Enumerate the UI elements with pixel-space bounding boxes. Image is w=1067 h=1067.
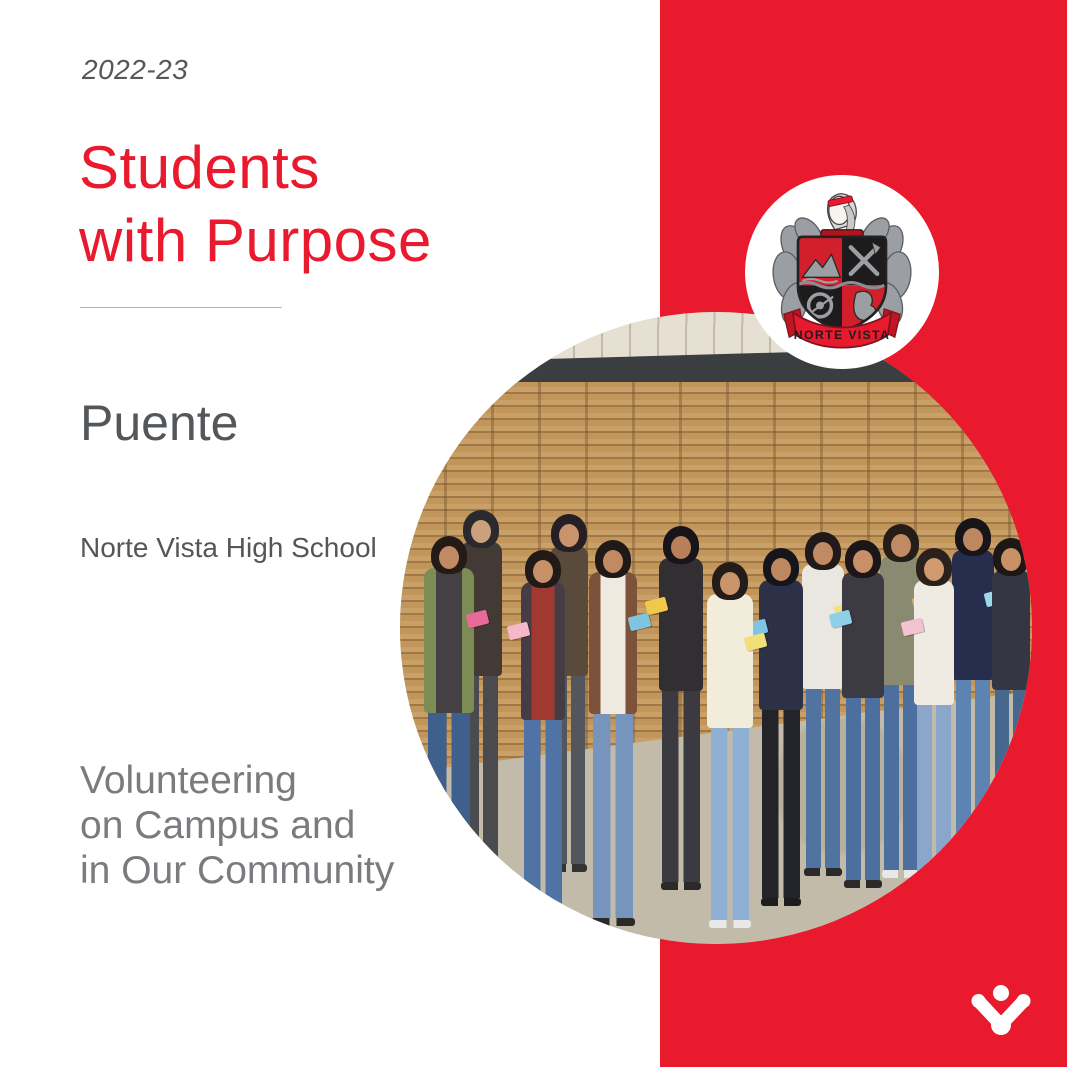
student-figure bbox=[698, 564, 762, 928]
student-group-photo bbox=[400, 312, 1032, 944]
norte-vista-crest-icon bbox=[754, 184, 930, 360]
program-name: Puente bbox=[80, 395, 239, 451]
crest-head bbox=[828, 194, 857, 232]
subtitle-text bbox=[80, 758, 394, 893]
title-line-2: with Purpose bbox=[79, 207, 432, 274]
school-name: Norte Vista High School bbox=[80, 532, 377, 563]
brand-mark-icon bbox=[971, 984, 1031, 1038]
subtitle-line-2: on Campus and bbox=[80, 804, 356, 847]
student-figure bbox=[984, 540, 1032, 870]
crest-banner-text: NORTE VISTA bbox=[793, 327, 891, 342]
subtitle-line-1: Volunteering bbox=[80, 759, 297, 802]
title-divider bbox=[80, 307, 282, 308]
page-title bbox=[79, 131, 432, 277]
student-figure bbox=[906, 550, 962, 892]
student-figure bbox=[580, 542, 646, 926]
photo-people bbox=[400, 312, 1032, 944]
school-year-label: 2022-23 bbox=[82, 54, 189, 85]
school-crest-badge bbox=[745, 175, 939, 369]
student-figure bbox=[512, 552, 574, 926]
student-figure bbox=[414, 538, 484, 930]
subtitle-line-3: in Our Community bbox=[80, 849, 395, 892]
title-line-1: Students bbox=[79, 134, 320, 201]
student-figure bbox=[834, 542, 892, 888]
